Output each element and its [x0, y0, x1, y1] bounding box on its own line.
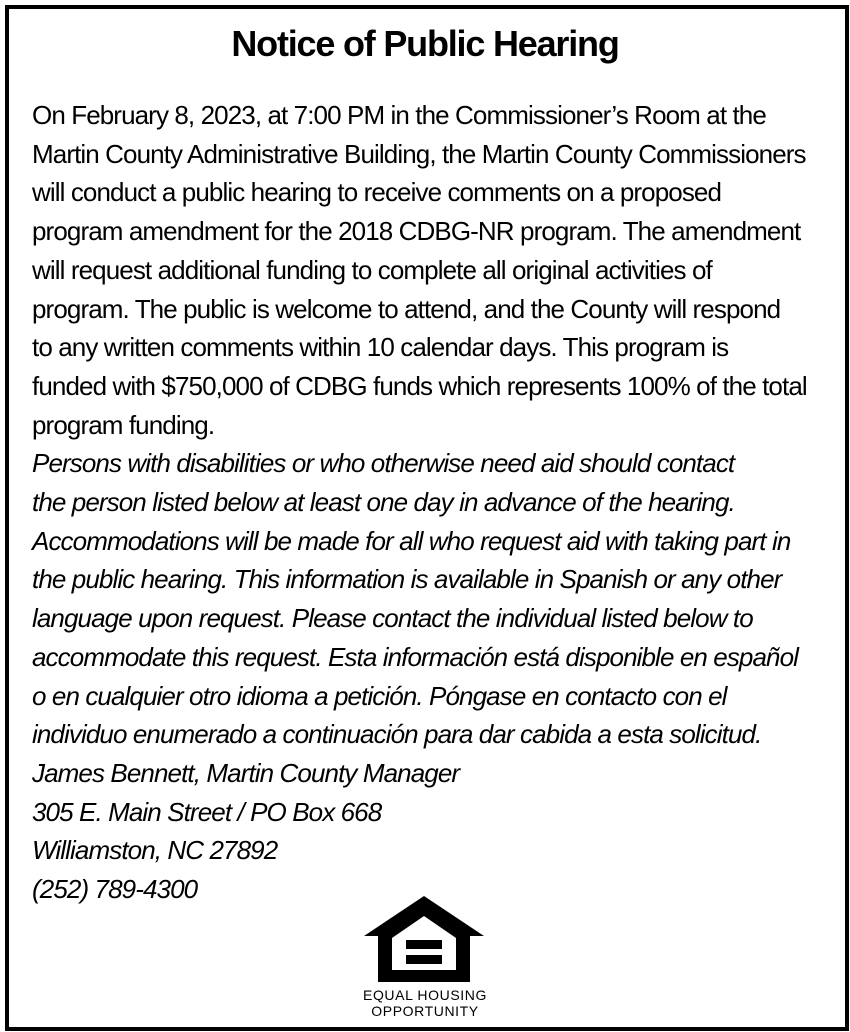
- contact-name: James Bennett, Martin County Manager: [32, 757, 460, 788]
- accessibility-line: the person listed below at least one day in advance of the hearing.: [32, 487, 735, 518]
- body-line: On February 8, 2023, at 7:00 PM in the Commissioner’s Room at the: [32, 100, 766, 130]
- body-line: will conduct a public hearing to receive comments on a proposed: [32, 177, 722, 208]
- body-line: program. The public is welcome to attend, and the County will respond: [32, 293, 781, 324]
- accessibility-line: o en cualquier otro idioma a petición. Póngase en contacto con el: [32, 680, 727, 711]
- notice-text: [32, 96, 832, 909]
- contact-address: 305 E. Main Street / PO Box 668: [32, 796, 382, 827]
- accessibility-line: Accommodations will be made for all who request aid with taking part in: [32, 525, 791, 556]
- body-line: will request additional funding to complete all original activities of: [32, 254, 712, 285]
- notice-title: Notice of Public Hearing: [231, 23, 619, 64]
- equal-housing-opportunity-icon: [362, 894, 486, 994]
- accessibility-line: language upon request. Please contact the individual listed below to: [32, 603, 753, 634]
- accessibility-line: accommodate this request. Esta información está disponible en español: [32, 641, 799, 672]
- body-line: program funding.: [32, 409, 215, 440]
- accessibility-line: individuo enumerado a continuación para dar cabida a esta solicitud.: [32, 719, 762, 750]
- body-line: funded with $750,000 of CDBG funds which represents 100% of the total: [32, 370, 807, 401]
- accessibility-line: the public hearing. This information is available in Spanish or any other: [32, 564, 782, 595]
- body-line: to any written comments within 10 calendar days. This program is: [32, 332, 729, 363]
- contact-phone: (252) 789-4300: [32, 874, 198, 905]
- contact-city: Williamston, NC 27892: [32, 835, 278, 866]
- body-line: Martin County Administrative Building, the Martin County Commissioners: [32, 138, 806, 169]
- accessibility-line: Persons with disabilities or who otherwise need aid should contact: [32, 448, 735, 479]
- logo-caption-line: EQUAL HOUSING: [363, 987, 487, 1003]
- logo-caption: [325, 987, 525, 1019]
- body-line: program amendment for the 2018 CDBG-NR program. The amendment: [32, 216, 801, 247]
- logo-caption-line: OPPORTUNITY: [371, 1003, 479, 1019]
